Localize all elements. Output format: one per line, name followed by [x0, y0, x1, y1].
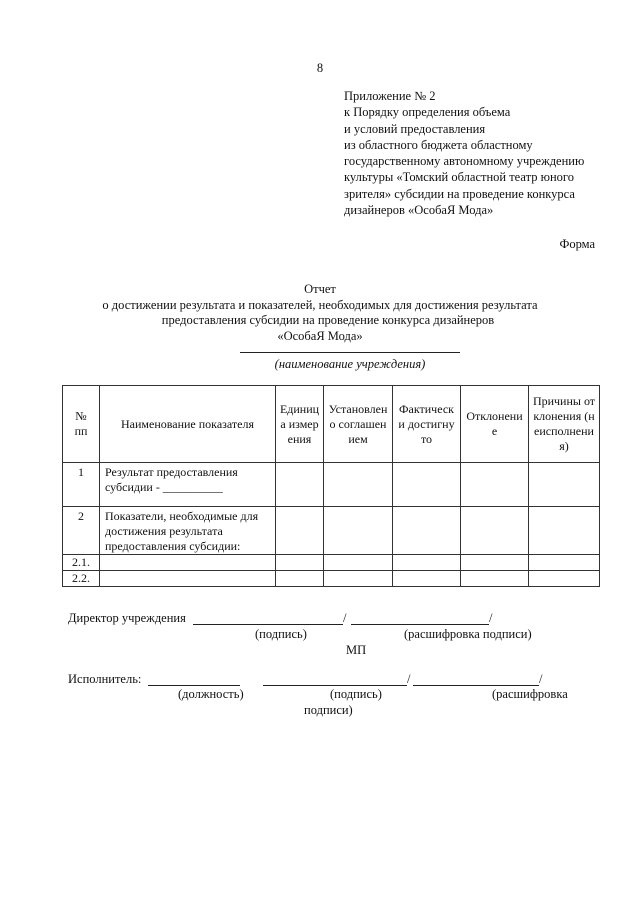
table-row [63, 463, 600, 507]
director-decoding-line[interactable] [351, 624, 489, 625]
slash-separator: / [489, 611, 493, 625]
header-unit: Единица измерения [276, 386, 324, 463]
slash-separator: / [343, 611, 347, 625]
cell-deviation[interactable] [461, 571, 529, 587]
appendix-line: культуры «Томский областной театр юного [344, 170, 574, 185]
director-label: Директор учреждения [68, 611, 186, 625]
cell-deviation[interactable] [461, 555, 529, 571]
organization-caption: (наименование учреждения) [274, 357, 426, 371]
cell-deviation[interactable] [461, 463, 529, 507]
table-row [63, 507, 600, 555]
cell-deviation[interactable] [461, 507, 529, 555]
title-line-1: о достижении результата и показателей, необходимых для достижения результата [102, 297, 538, 312]
appendix-line: и условий предоставления [344, 121, 486, 136]
cell-unit[interactable] [276, 507, 324, 555]
header-reasons: Причины отклонения (неисполнения) [529, 386, 600, 463]
row-num: 1 [63, 463, 100, 507]
appendix-heading [344, 88, 584, 218]
header-num: № пп [63, 386, 100, 463]
title-heading: Отчет [304, 282, 336, 296]
title-line-2: предоставления субсидии на проведение конкурса дизайнеров [161, 313, 495, 327]
table-row [63, 571, 600, 587]
row-name[interactable] [100, 571, 276, 587]
cell-actual[interactable] [393, 463, 461, 507]
appendix-line: дизайнеров «ОсобаЯ Мода» [344, 203, 494, 218]
cell-unit[interactable] [276, 463, 324, 507]
cell-planned[interactable] [324, 463, 393, 507]
header-deviation: Отклонение [461, 386, 529, 463]
decoding-caption: (расшифровка подписи) [404, 627, 532, 641]
cell-reasons[interactable] [529, 507, 600, 555]
page-number: 8 [316, 61, 324, 75]
cell-unit[interactable] [276, 571, 324, 587]
cell-actual[interactable] [393, 571, 461, 587]
report-title [60, 282, 580, 344]
cell-reasons[interactable] [529, 463, 600, 507]
header-name: Наименование показателя [100, 386, 276, 463]
row-name[interactable] [100, 555, 276, 571]
appendix-line: государственному автономному учреждению [344, 154, 585, 169]
cell-reasons[interactable] [529, 555, 600, 571]
table-row [63, 555, 600, 571]
report-table [62, 385, 600, 587]
header-planned: Установлено соглашением [324, 386, 393, 463]
slash-separator: / [539, 672, 543, 686]
row-num: 2.1. [63, 555, 100, 571]
row-name: Результат предоставления субсидии - __________ [100, 463, 276, 507]
cell-actual[interactable] [393, 507, 461, 555]
executor-label: Исполнитель: [68, 672, 142, 686]
cell-planned[interactable] [324, 555, 393, 571]
cell-planned[interactable] [324, 507, 393, 555]
row-num: 2 [63, 507, 100, 555]
executor-decoding-caption: (расшифровка [492, 687, 568, 701]
header-actual: Фактически достигнуто [393, 386, 461, 463]
director-signature-line[interactable] [193, 624, 343, 625]
cell-unit[interactable] [276, 555, 324, 571]
slash-separator: / [407, 672, 411, 686]
cell-actual[interactable] [393, 555, 461, 571]
appendix-line: Приложение № 2 [344, 89, 436, 103]
row-name: Показатели, необходимые для достижения результата предоставления субсидии: [100, 507, 276, 555]
position-caption: (должность) [178, 687, 244, 701]
appendix-line: из областного бюджета областному [344, 137, 533, 152]
form-label: Форма [559, 237, 595, 251]
cell-planned[interactable] [324, 571, 393, 587]
appendix-line: зрителя» субсидии на проведение конкурса [344, 186, 575, 201]
appendix-line: к Порядку определения объема [344, 105, 511, 120]
title-line-3: «ОсобаЯ Мода» [277, 328, 363, 343]
row-num: 2.2. [63, 571, 100, 587]
signature-caption: (подпись) [255, 627, 307, 641]
cell-reasons[interactable] [529, 571, 600, 587]
organization-name-line[interactable] [240, 352, 460, 353]
executor-decoding-caption-cont: подписи) [304, 703, 353, 717]
stamp-place: МП [346, 643, 367, 657]
table-header-row [63, 386, 600, 463]
executor-signature-caption: (подпись) [330, 687, 382, 701]
